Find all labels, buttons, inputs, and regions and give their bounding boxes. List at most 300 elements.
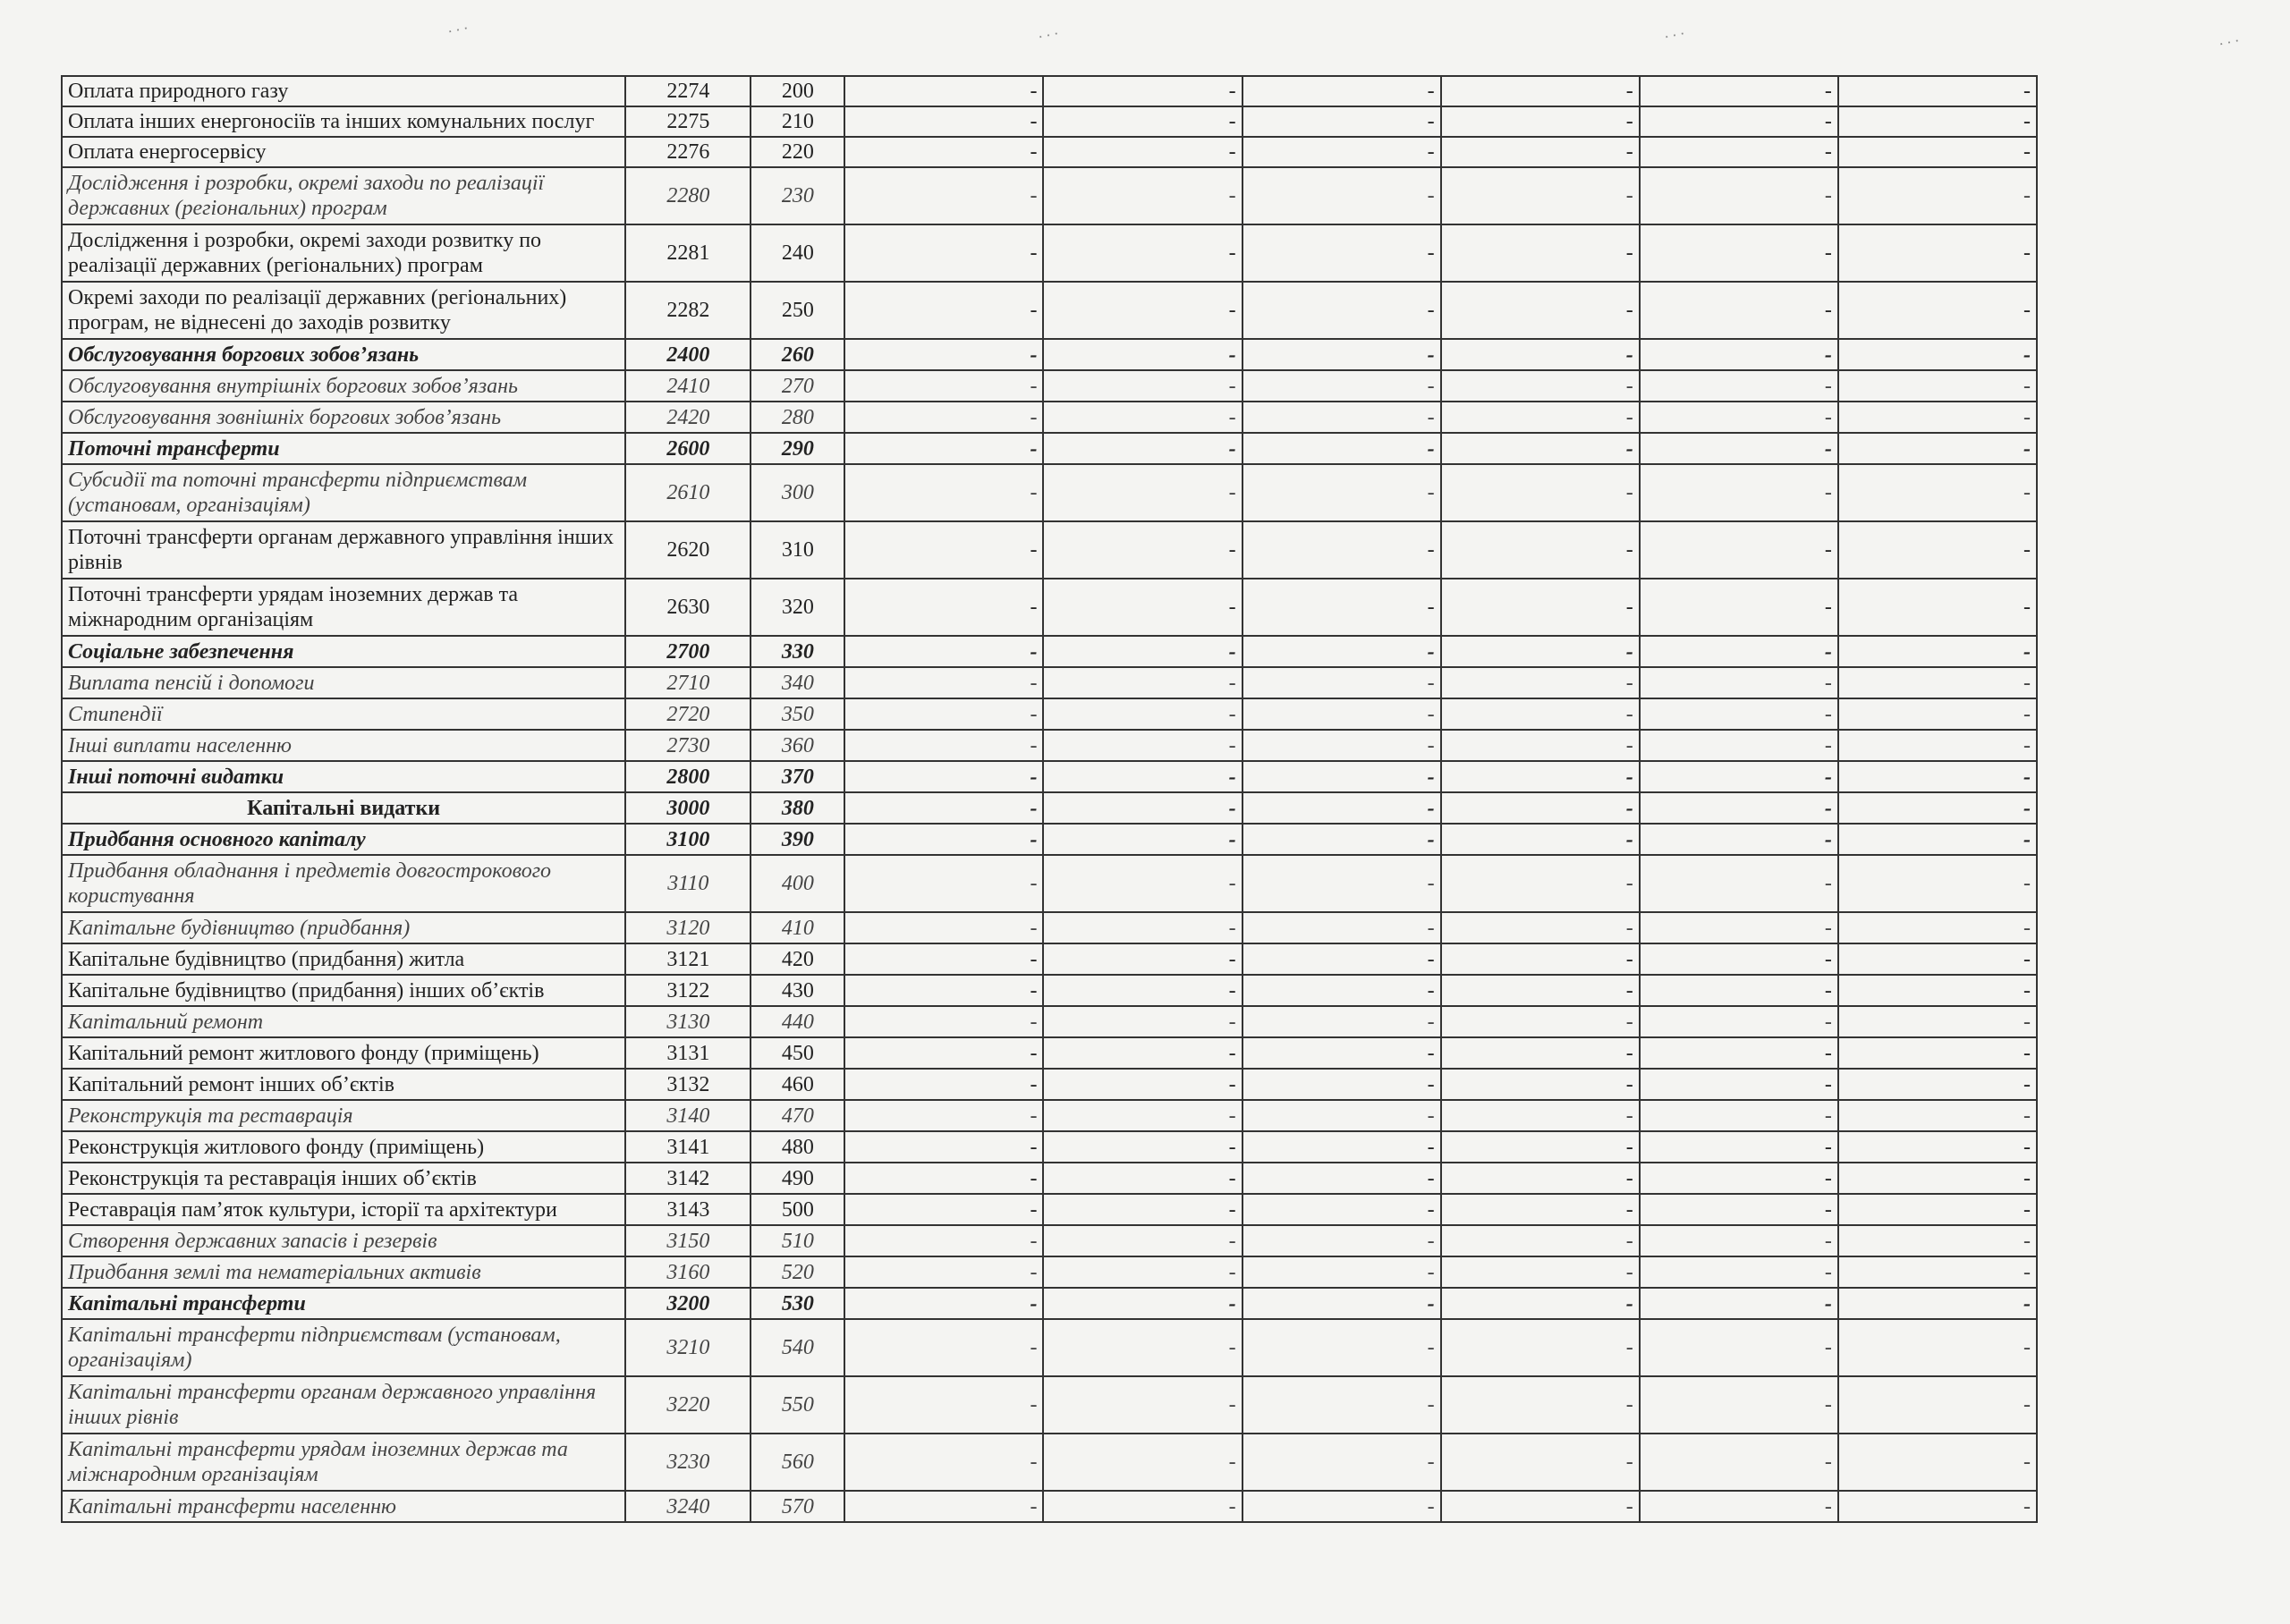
row-value: - bbox=[844, 943, 1043, 975]
row-value: - bbox=[1441, 912, 1640, 943]
row-value: - bbox=[1838, 792, 2037, 824]
row-value: - bbox=[1243, 1100, 1441, 1131]
row-value: - bbox=[1243, 730, 1441, 761]
row-value: - bbox=[1243, 370, 1441, 402]
row-code: 2610 bbox=[625, 464, 751, 521]
row-value: - bbox=[844, 579, 1043, 636]
row-value: - bbox=[1838, 730, 2037, 761]
row-value: - bbox=[844, 1256, 1043, 1288]
row-line-number: 400 bbox=[751, 855, 844, 912]
row-line-number: 460 bbox=[751, 1069, 844, 1100]
row-value: - bbox=[1243, 1131, 1441, 1163]
row-code: 3000 bbox=[625, 792, 751, 824]
row-name: Дослідження і розробки, окремі заходи по реалізації державних (регіональних) програм bbox=[62, 167, 625, 224]
row-value: - bbox=[1838, 1288, 2037, 1319]
row-value: - bbox=[1838, 1376, 2037, 1434]
row-value: - bbox=[1838, 282, 2037, 339]
row-value: - bbox=[1441, 464, 1640, 521]
row-name: Капітальні трансферти підприємствам (установам, організаціям) bbox=[62, 1319, 625, 1376]
row-value: - bbox=[1441, 579, 1640, 636]
row-code: 3121 bbox=[625, 943, 751, 975]
row-value: - bbox=[1043, 667, 1242, 698]
row-value: - bbox=[1243, 1491, 1441, 1522]
row-value: - bbox=[844, 1037, 1043, 1069]
row-value: - bbox=[1043, 521, 1242, 579]
row-name: Капітальні трансферти органам державного управління інших рівнів bbox=[62, 1376, 625, 1434]
row-name: Капітальний ремонт житлового фонду (приміщень) bbox=[62, 1037, 625, 1069]
row-value: - bbox=[1640, 339, 1838, 370]
row-value: - bbox=[1838, 761, 2037, 792]
row-value: - bbox=[844, 1100, 1043, 1131]
row-value: - bbox=[844, 698, 1043, 730]
row-value: - bbox=[1640, 667, 1838, 698]
row-value: - bbox=[844, 76, 1043, 106]
row-value: - bbox=[1243, 1256, 1441, 1288]
row-value: - bbox=[844, 667, 1043, 698]
row-value: - bbox=[1838, 943, 2037, 975]
row-value: - bbox=[1640, 521, 1838, 579]
row-value: - bbox=[1838, 1256, 2037, 1288]
row-line-number: 310 bbox=[751, 521, 844, 579]
row-value: - bbox=[1243, 1376, 1441, 1434]
row-name: Реконструкція та реставрація інших об’єктів bbox=[62, 1163, 625, 1194]
row-name: Соціальне забезпечення bbox=[62, 636, 625, 667]
table-row bbox=[62, 1434, 2037, 1491]
row-value: - bbox=[1043, 76, 1242, 106]
row-value: - bbox=[1043, 761, 1242, 792]
row-value: - bbox=[1043, 1376, 1242, 1434]
row-value: - bbox=[1838, 433, 2037, 464]
row-value: - bbox=[1640, 1319, 1838, 1376]
row-value: - bbox=[1441, 943, 1640, 975]
row-line-number: 510 bbox=[751, 1225, 844, 1256]
row-value: - bbox=[1243, 167, 1441, 224]
table-row bbox=[62, 1376, 2037, 1434]
row-value: - bbox=[1441, 1491, 1640, 1522]
table-row bbox=[62, 282, 2037, 339]
table-row bbox=[62, 1225, 2037, 1256]
row-name: Придбання основного капіталу bbox=[62, 824, 625, 855]
row-value: - bbox=[1441, 1434, 1640, 1491]
row-value: - bbox=[844, 1069, 1043, 1100]
row-value: - bbox=[1640, 106, 1838, 137]
row-line-number: 340 bbox=[751, 667, 844, 698]
row-value: - bbox=[1838, 1006, 2037, 1037]
row-name: Оплата енергосервісу bbox=[62, 137, 625, 167]
row-line-number: 520 bbox=[751, 1256, 844, 1288]
row-value: - bbox=[844, 282, 1043, 339]
row-value: - bbox=[844, 1194, 1043, 1225]
table-row bbox=[62, 912, 2037, 943]
row-line-number: 540 bbox=[751, 1319, 844, 1376]
row-line-number: 270 bbox=[751, 370, 844, 402]
row-value: - bbox=[1441, 1319, 1640, 1376]
row-value: - bbox=[1640, 855, 1838, 912]
row-value: - bbox=[1838, 1131, 2037, 1163]
row-value: - bbox=[1243, 667, 1441, 698]
row-value: - bbox=[844, 521, 1043, 579]
row-value: - bbox=[1043, 698, 1242, 730]
table-row bbox=[62, 137, 2037, 167]
table-row bbox=[62, 1100, 2037, 1131]
row-value: - bbox=[1838, 824, 2037, 855]
row-value: - bbox=[844, 137, 1043, 167]
row-value: - bbox=[1441, 1288, 1640, 1319]
row-value: - bbox=[1243, 912, 1441, 943]
row-value: - bbox=[1441, 402, 1640, 433]
row-value: - bbox=[1243, 76, 1441, 106]
row-line-number: 330 bbox=[751, 636, 844, 667]
row-code: 2710 bbox=[625, 667, 751, 698]
row-name: Обслуговування зовнішніх боргових зобов’язань bbox=[62, 402, 625, 433]
row-name: Окремі заходи по реалізації державних (регіональних) програм, не віднесені до заходів розвитку bbox=[62, 282, 625, 339]
row-value: - bbox=[1838, 224, 2037, 282]
row-value: - bbox=[1640, 1491, 1838, 1522]
row-line-number: 420 bbox=[751, 943, 844, 975]
row-value: - bbox=[1640, 761, 1838, 792]
row-value: - bbox=[1640, 912, 1838, 943]
row-value: - bbox=[844, 1131, 1043, 1163]
row-value: - bbox=[1441, 282, 1640, 339]
row-value: - bbox=[1838, 521, 2037, 579]
row-value: - bbox=[1838, 137, 2037, 167]
row-value: - bbox=[1838, 855, 2037, 912]
row-value: - bbox=[1441, 761, 1640, 792]
row-value: - bbox=[1243, 1163, 1441, 1194]
row-value: - bbox=[1640, 1037, 1838, 1069]
row-value: - bbox=[844, 975, 1043, 1006]
row-value: - bbox=[1441, 1100, 1640, 1131]
row-code: 2700 bbox=[625, 636, 751, 667]
row-value: - bbox=[1243, 824, 1441, 855]
row-value: - bbox=[1838, 975, 2037, 1006]
row-value: - bbox=[1043, 943, 1242, 975]
row-value: - bbox=[1640, 1288, 1838, 1319]
row-name: Субсидії та поточні трансферти підприємствам (установам, організаціям) bbox=[62, 464, 625, 521]
row-value: - bbox=[1243, 698, 1441, 730]
row-name: Капітальне будівництво (придбання) житла bbox=[62, 943, 625, 975]
row-value: - bbox=[1640, 1069, 1838, 1100]
row-value: - bbox=[844, 1376, 1043, 1434]
row-value: - bbox=[1043, 1069, 1242, 1100]
table-row bbox=[62, 824, 2037, 855]
row-code: 2720 bbox=[625, 698, 751, 730]
row-value: - bbox=[1243, 855, 1441, 912]
row-value: - bbox=[1640, 464, 1838, 521]
row-name: Придбання землі та нематеріальних активів bbox=[62, 1256, 625, 1288]
row-name: Обслуговування внутрішніх боргових зобов’язань bbox=[62, 370, 625, 402]
row-name: Реконструкція житлового фонду (приміщень) bbox=[62, 1131, 625, 1163]
row-value: - bbox=[844, 1491, 1043, 1522]
row-value: - bbox=[1043, 1131, 1242, 1163]
row-value: - bbox=[1043, 1037, 1242, 1069]
row-line-number: 320 bbox=[751, 579, 844, 636]
row-value: - bbox=[1243, 579, 1441, 636]
row-line-number: 440 bbox=[751, 1006, 844, 1037]
row-name: Стипендії bbox=[62, 698, 625, 730]
table-row bbox=[62, 521, 2037, 579]
row-value: - bbox=[844, 1319, 1043, 1376]
row-value: - bbox=[1243, 636, 1441, 667]
row-value: - bbox=[1441, 1194, 1640, 1225]
row-value: - bbox=[1441, 1256, 1640, 1288]
row-value: - bbox=[1640, 1163, 1838, 1194]
row-value: - bbox=[1043, 912, 1242, 943]
row-value: - bbox=[1441, 1225, 1640, 1256]
row-value: - bbox=[844, 339, 1043, 370]
table-row bbox=[62, 761, 2037, 792]
row-value: - bbox=[1441, 339, 1640, 370]
row-value: - bbox=[1043, 1006, 1242, 1037]
row-code: 3130 bbox=[625, 1006, 751, 1037]
row-value: - bbox=[1043, 339, 1242, 370]
table-row bbox=[62, 943, 2037, 975]
row-value: - bbox=[1838, 76, 2037, 106]
row-value: - bbox=[1441, 1006, 1640, 1037]
row-value: - bbox=[1640, 137, 1838, 167]
row-line-number: 280 bbox=[751, 402, 844, 433]
row-value: - bbox=[1043, 855, 1242, 912]
row-value: - bbox=[1441, 636, 1640, 667]
row-value: - bbox=[1838, 1163, 2037, 1194]
row-name: Поточні трансферти урядам іноземних держав та міжнародним організаціям bbox=[62, 579, 625, 636]
row-value: - bbox=[1838, 1434, 2037, 1491]
row-value: - bbox=[1043, 402, 1242, 433]
row-value: - bbox=[1243, 792, 1441, 824]
row-code: 3150 bbox=[625, 1225, 751, 1256]
table-row bbox=[62, 579, 2037, 636]
row-value: - bbox=[1640, 943, 1838, 975]
row-value: - bbox=[1640, 76, 1838, 106]
row-line-number: 530 bbox=[751, 1288, 844, 1319]
table-row bbox=[62, 1256, 2037, 1288]
table-row bbox=[62, 1319, 2037, 1376]
row-value: - bbox=[1441, 1037, 1640, 1069]
row-code: 3160 bbox=[625, 1256, 751, 1288]
row-line-number: 350 bbox=[751, 698, 844, 730]
row-value: - bbox=[1838, 1225, 2037, 1256]
scan-artifact: ˙˙˙ bbox=[2217, 37, 2244, 61]
row-value: - bbox=[1043, 1319, 1242, 1376]
row-value: - bbox=[1043, 1225, 1242, 1256]
table-row bbox=[62, 792, 2037, 824]
row-value: - bbox=[1043, 433, 1242, 464]
row-value: - bbox=[844, 464, 1043, 521]
row-code: 3230 bbox=[625, 1434, 751, 1491]
table-row bbox=[62, 1288, 2037, 1319]
table-row bbox=[62, 433, 2037, 464]
row-value: - bbox=[1640, 282, 1838, 339]
row-code: 3122 bbox=[625, 975, 751, 1006]
row-value: - bbox=[1043, 370, 1242, 402]
table-row bbox=[62, 975, 2037, 1006]
row-value: - bbox=[1243, 464, 1441, 521]
row-value: - bbox=[844, 167, 1043, 224]
row-name: Капітальні трансферти bbox=[62, 1288, 625, 1319]
row-value: - bbox=[1640, 792, 1838, 824]
row-value: - bbox=[1243, 1194, 1441, 1225]
table-row bbox=[62, 1163, 2037, 1194]
row-value: - bbox=[1043, 579, 1242, 636]
row-value: - bbox=[844, 402, 1043, 433]
row-value: - bbox=[1441, 1376, 1640, 1434]
row-line-number: 360 bbox=[751, 730, 844, 761]
row-value: - bbox=[844, 730, 1043, 761]
table-row bbox=[62, 855, 2037, 912]
table-row bbox=[62, 167, 2037, 224]
row-value: - bbox=[1441, 137, 1640, 167]
row-code: 3240 bbox=[625, 1491, 751, 1522]
row-value: - bbox=[1243, 137, 1441, 167]
row-value: - bbox=[1043, 106, 1242, 137]
row-code: 3110 bbox=[625, 855, 751, 912]
row-line-number: 300 bbox=[751, 464, 844, 521]
row-line-number: 470 bbox=[751, 1100, 844, 1131]
row-value: - bbox=[1838, 667, 2037, 698]
row-value: - bbox=[1640, 1376, 1838, 1434]
row-value: - bbox=[1640, 1100, 1838, 1131]
row-value: - bbox=[1243, 339, 1441, 370]
row-name: Створення державних запасів і резервів bbox=[62, 1225, 625, 1256]
row-value: - bbox=[1838, 370, 2037, 402]
row-code: 3200 bbox=[625, 1288, 751, 1319]
row-value: - bbox=[1640, 824, 1838, 855]
table-row bbox=[62, 76, 2037, 106]
row-value: - bbox=[1243, 282, 1441, 339]
table-row bbox=[62, 730, 2037, 761]
row-value: - bbox=[1640, 370, 1838, 402]
row-value: - bbox=[1243, 943, 1441, 975]
row-value: - bbox=[1043, 730, 1242, 761]
row-value: - bbox=[1441, 824, 1640, 855]
row-code: 2274 bbox=[625, 76, 751, 106]
row-code: 3120 bbox=[625, 912, 751, 943]
row-name: Придбання обладнання і предметів довгострокового користування bbox=[62, 855, 625, 912]
row-value: - bbox=[1243, 402, 1441, 433]
row-name: Поточні трансферти органам державного управління інших рівнів bbox=[62, 521, 625, 579]
row-value: - bbox=[1441, 855, 1640, 912]
table-row bbox=[62, 1006, 2037, 1037]
row-name: Капітальні видатки bbox=[62, 792, 625, 824]
row-value: - bbox=[1043, 167, 1242, 224]
row-value: - bbox=[1838, 1194, 2037, 1225]
row-code: 3220 bbox=[625, 1376, 751, 1434]
row-value: - bbox=[1243, 106, 1441, 137]
row-value: - bbox=[1043, 824, 1242, 855]
row-value: - bbox=[844, 792, 1043, 824]
row-code: 2282 bbox=[625, 282, 751, 339]
row-code: 2410 bbox=[625, 370, 751, 402]
row-value: - bbox=[1043, 1288, 1242, 1319]
row-value: - bbox=[844, 1225, 1043, 1256]
row-value: - bbox=[1043, 1256, 1242, 1288]
row-code: 3141 bbox=[625, 1131, 751, 1163]
row-value: - bbox=[1043, 1194, 1242, 1225]
row-name: Реставрація пам’яток культури, історії та архітектури bbox=[62, 1194, 625, 1225]
row-value: - bbox=[844, 433, 1043, 464]
row-value: - bbox=[1640, 579, 1838, 636]
row-value: - bbox=[1243, 521, 1441, 579]
row-name: Капітальний ремонт інших об’єктів bbox=[62, 1069, 625, 1100]
row-value: - bbox=[1838, 1100, 2037, 1131]
table-row bbox=[62, 1131, 2037, 1163]
row-name: Дослідження і розробки, окремі заходи розвитку по реалізації державних (регіональних) програм bbox=[62, 224, 625, 282]
table-row bbox=[62, 698, 2037, 730]
row-value: - bbox=[844, 636, 1043, 667]
row-name: Інші поточні видатки bbox=[62, 761, 625, 792]
table-row bbox=[62, 464, 2037, 521]
row-name: Оплата інших енергоносіїв та інших комунальних послуг bbox=[62, 106, 625, 137]
row-value: - bbox=[1838, 636, 2037, 667]
row-value: - bbox=[1838, 167, 2037, 224]
row-value: - bbox=[1243, 1319, 1441, 1376]
row-value: - bbox=[1640, 636, 1838, 667]
row-value: - bbox=[844, 761, 1043, 792]
row-value: - bbox=[1441, 433, 1640, 464]
row-line-number: 200 bbox=[751, 76, 844, 106]
row-value: - bbox=[1640, 433, 1838, 464]
row-value: - bbox=[1838, 912, 2037, 943]
row-value: - bbox=[1441, 698, 1640, 730]
row-name: Капітальне будівництво (придбання) інших об’єктів bbox=[62, 975, 625, 1006]
row-line-number: 570 bbox=[751, 1491, 844, 1522]
table-row bbox=[62, 667, 2037, 698]
row-value: - bbox=[844, 106, 1043, 137]
row-value: - bbox=[1243, 224, 1441, 282]
row-value: - bbox=[1640, 730, 1838, 761]
row-code: 3100 bbox=[625, 824, 751, 855]
row-line-number: 450 bbox=[751, 1037, 844, 1069]
row-value: - bbox=[844, 1288, 1043, 1319]
row-value: - bbox=[1043, 792, 1242, 824]
row-code: 3143 bbox=[625, 1194, 751, 1225]
row-value: - bbox=[1441, 667, 1640, 698]
row-code: 2600 bbox=[625, 433, 751, 464]
row-value: - bbox=[1441, 1131, 1640, 1163]
row-code: 3132 bbox=[625, 1069, 751, 1100]
row-value: - bbox=[1441, 1163, 1640, 1194]
row-name: Капітальні трансферти населенню bbox=[62, 1491, 625, 1522]
row-line-number: 290 bbox=[751, 433, 844, 464]
table-row bbox=[62, 402, 2037, 433]
row-value: - bbox=[1838, 579, 2037, 636]
row-value: - bbox=[1043, 464, 1242, 521]
row-value: - bbox=[1441, 370, 1640, 402]
row-name: Інші виплати населенню bbox=[62, 730, 625, 761]
row-name: Капітальні трансферти урядам іноземних держав та міжнародним організаціям bbox=[62, 1434, 625, 1491]
row-value: - bbox=[1043, 1491, 1242, 1522]
row-name: Виплата пенсій і допомоги bbox=[62, 667, 625, 698]
row-line-number: 490 bbox=[751, 1163, 844, 1194]
row-value: - bbox=[1441, 76, 1640, 106]
row-value: - bbox=[1043, 1434, 1242, 1491]
row-name: Обслуговування боргових зобов’язань bbox=[62, 339, 625, 370]
row-value: - bbox=[1243, 975, 1441, 1006]
table-row bbox=[62, 106, 2037, 137]
row-value: - bbox=[1838, 1319, 2037, 1376]
row-line-number: 430 bbox=[751, 975, 844, 1006]
row-value: - bbox=[1640, 1225, 1838, 1256]
row-line-number: 560 bbox=[751, 1434, 844, 1491]
row-value: - bbox=[1441, 792, 1640, 824]
row-line-number: 380 bbox=[751, 792, 844, 824]
row-line-number: 550 bbox=[751, 1376, 844, 1434]
row-code: 2281 bbox=[625, 224, 751, 282]
row-value: - bbox=[1441, 106, 1640, 137]
row-value: - bbox=[1243, 1225, 1441, 1256]
row-value: - bbox=[1640, 698, 1838, 730]
row-name: Капітальне будівництво (придбання) bbox=[62, 912, 625, 943]
